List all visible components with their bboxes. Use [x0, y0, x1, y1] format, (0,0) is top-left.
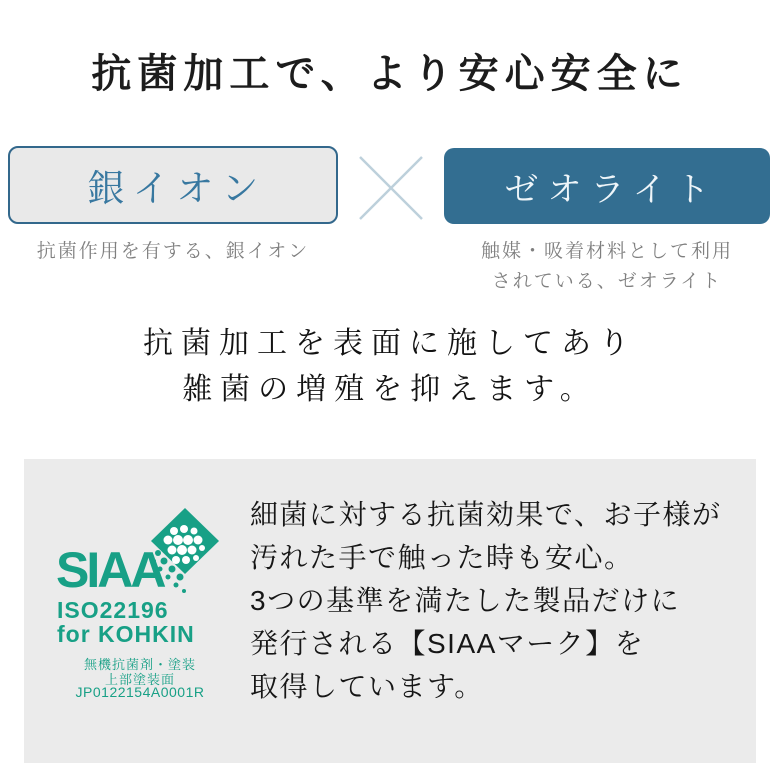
certification-line: 汚れた手で触った時も安心。 — [250, 542, 634, 573]
siaa-brand-text: SIAA — [56, 542, 164, 598]
certification-line: 細菌に対する抗菌効果で、お子様が — [250, 499, 722, 530]
zeolite-caption — [444, 237, 770, 297]
zeolite-column — [444, 146, 770, 297]
certification-line: 3つの基準を満たした製品だけに — [250, 585, 681, 616]
siaa-note-surface: 上部塗装面 — [104, 672, 175, 687]
effect-description-line2: 雑菌の増殖を抑えます。 — [182, 373, 598, 406]
ingredient-comparison — [0, 146, 780, 297]
cross-multiply-icon — [357, 154, 425, 222]
certification-line: 発行される【SIAAマーク】を — [250, 628, 645, 659]
silver-ion-label: 銀イオン — [87, 167, 267, 210]
silver-ion-column — [8, 146, 338, 297]
siaa-note-agent-type: 無機抗菌剤・塗装 — [83, 657, 196, 672]
section-title: 抗菌加工で、より安心安全に — [91, 52, 689, 96]
certification-line: 取得しています。 — [250, 671, 484, 702]
silver-ion-caption: 抗菌作用を有する、銀イオン — [36, 241, 310, 262]
silver-ion-box — [8, 146, 338, 224]
certification-description — [232, 491, 721, 763]
siaa-certification-panel — [24, 459, 756, 763]
zeolite-caption-line1: 触媒・吸着材料として利用 — [480, 241, 733, 262]
siaa-for-kohkin-text: for KOHKIN — [57, 621, 195, 647]
effect-description-line1: 抗菌加工を表面に施してあり — [143, 327, 637, 360]
effect-description — [0, 321, 780, 413]
zeolite-caption-line2: されている、ゼオライト — [491, 271, 723, 292]
zeolite-label: ゼオライト — [504, 169, 719, 210]
siaa-mark-logo — [56, 507, 232, 717]
comparison-operator — [338, 146, 444, 297]
zeolite-box — [444, 148, 770, 224]
siaa-registration-number: JP0122154A0001R — [75, 684, 205, 700]
siaa-iso-standard-text: ISO22196 — [57, 597, 169, 623]
